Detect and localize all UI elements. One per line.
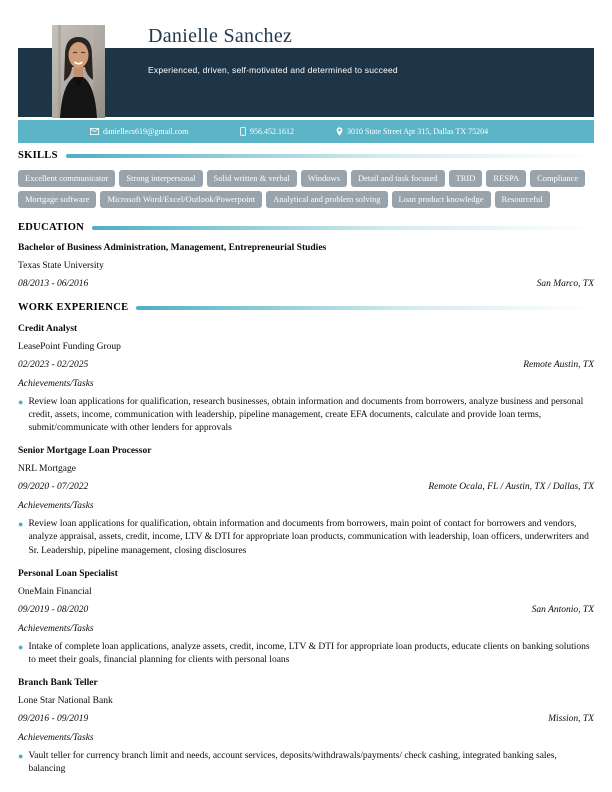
skill-tag: Compliance [530,170,585,187]
education-meta-row [18,279,594,289]
achievements-label: Achievements/Tasks [18,732,94,743]
skill-tag: Loan product knowledge [392,191,491,208]
work-heading-rule [136,306,594,310]
skill-tag: Excellent communicator [18,170,115,187]
skill-tag: Solid written & verbal [207,170,297,187]
job-bullet-text: Review loan applications for qualification, research businesses, obtain information and documents from borrowers, analyze business and personal credit, assets, income, communication with leadership, pipeline management, create EFA documents, calculate and provide loan terms, submit/communicate with other lenders for approvals [28,397,584,434]
work-heading: WORK EXPERIENCE [18,302,129,313]
achievements-label: Achievements/Tasks [18,379,94,389]
job-title: Credit Analyst [18,324,78,334]
skill-tag: TRID [449,170,483,187]
skills-heading: SKILLS [18,150,58,161]
skill-tag: RESPA [486,170,526,187]
contact-address [336,120,488,143]
location-pin-icon [336,127,343,136]
job-bullet-text: Review loan applications for qualification, obtain information and documents from borrowers, main point of contact for borrowers and vendors, analyze appraisal, assets, credit, income, LTV & DTI for appropriate loan products, communication with leadership, loan officers, underwriters and Sr. Leadership, pipeline management, closing disclosures [28,519,589,556]
contact-phone [240,120,294,143]
job-company: Lone Star National Bank [18,695,113,706]
resume-body [18,150,594,776]
section-work-experience [18,302,594,776]
email-icon [90,128,99,135]
job-bullet-text: Intake of complete loan applications, analyze assets, credit, income, LTV & DTI for appropriate loan products, educate clients on banking solutions to meet their goals, financial planning for clients with personal loans [28,641,590,665]
skill-tag: Windows [301,170,347,187]
job-location: San Antonio, TX [531,604,594,615]
education-heading-rule [92,226,594,230]
job-entry [18,569,594,667]
candidate-tagline: Experienced, driven, self-motivated and determined to succeed [148,65,398,75]
section-education [18,222,594,289]
education-heading-row [18,222,594,233]
job-dates: 09/2020 - 07/2022 [18,482,89,493]
job-meta-row [18,360,594,370]
skills-heading-row [18,150,594,161]
work-heading-row [18,302,594,313]
bullet-dot-icon: ● [18,641,24,652]
job-bullet [18,750,594,776]
job-company: LeasePoint Funding Group [18,342,121,352]
achievements-label: Achievements/Tasks [18,623,94,634]
job-meta-row [18,605,594,615]
education-dates: 08/2013 - 06/2016 [18,279,89,289]
job-bullet-text: Vault teller for currency branch limit and needs, account services, deposits/withdrawals/payments/ check cashing, integrated banking sales, balancing [28,750,557,774]
skill-tag: Mortgage software [18,191,96,208]
bullet-dot-icon: ● [18,519,24,530]
skills-tag-list [18,170,594,208]
skill-tag: Detail and task focused [351,170,445,187]
achievements-label: Achievements/Tasks [18,501,94,512]
bullet-dot-icon: ● [18,397,24,407]
job-dates: 02/2023 - 02/2025 [18,360,89,370]
phone-icon [240,127,246,136]
profile-photo [52,25,105,118]
job-dates: 09/2016 - 09/2019 [18,713,89,724]
job-entry [18,678,594,776]
candidate-name: Danielle Sanchez [148,25,293,47]
job-meta-row [18,714,594,724]
skills-heading-rule [66,154,594,158]
education-school: Texas State University [18,261,104,271]
job-location: Remote Austin, TX [523,360,594,370]
job-title: Personal Loan Specialist [18,568,118,579]
contact-bar [18,120,594,143]
job-company: OneMain Financial [18,586,92,597]
education-heading: EDUCATION [18,222,85,233]
job-entry [18,446,594,557]
job-entry [18,324,594,435]
job-company: NRL Mortgage [18,464,76,475]
job-meta-row [18,482,594,492]
skill-tag: Resourceful [495,191,550,208]
job-location: Mission, TX [548,713,594,724]
job-title: Senior Mortgage Loan Processor [18,446,152,457]
job-title: Branch Bank Teller [18,677,98,688]
education-location: San Marco, TX [536,279,594,289]
job-bullet [18,396,594,435]
job-bullet [18,641,594,667]
contact-email-text: daniellecs619@gmail.com [103,127,189,136]
job-location: Remote Ocala, FL / Austin, TX / Dallas, TX [428,482,594,493]
job-dates: 09/2019 - 08/2020 [18,604,89,615]
skill-tag: Analytical and problem solving [266,191,387,208]
section-skills [18,150,594,208]
skill-tag: Microsoft Word/Excel/Outlook/Powerpoint [100,191,262,208]
education-degree: Bachelor of Business Administration, Management, Entrepreneurial Studies [18,243,327,253]
skill-tag: Strong interpersonal [119,170,202,187]
bullet-dot-icon: ● [18,750,24,761]
contact-phone-text: 956.452.1612 [250,127,294,136]
contact-email [90,120,188,143]
job-bullet [18,518,594,557]
contact-address-text: 3010 State Street Apt 315, Dallas TX 75204 [347,127,489,136]
